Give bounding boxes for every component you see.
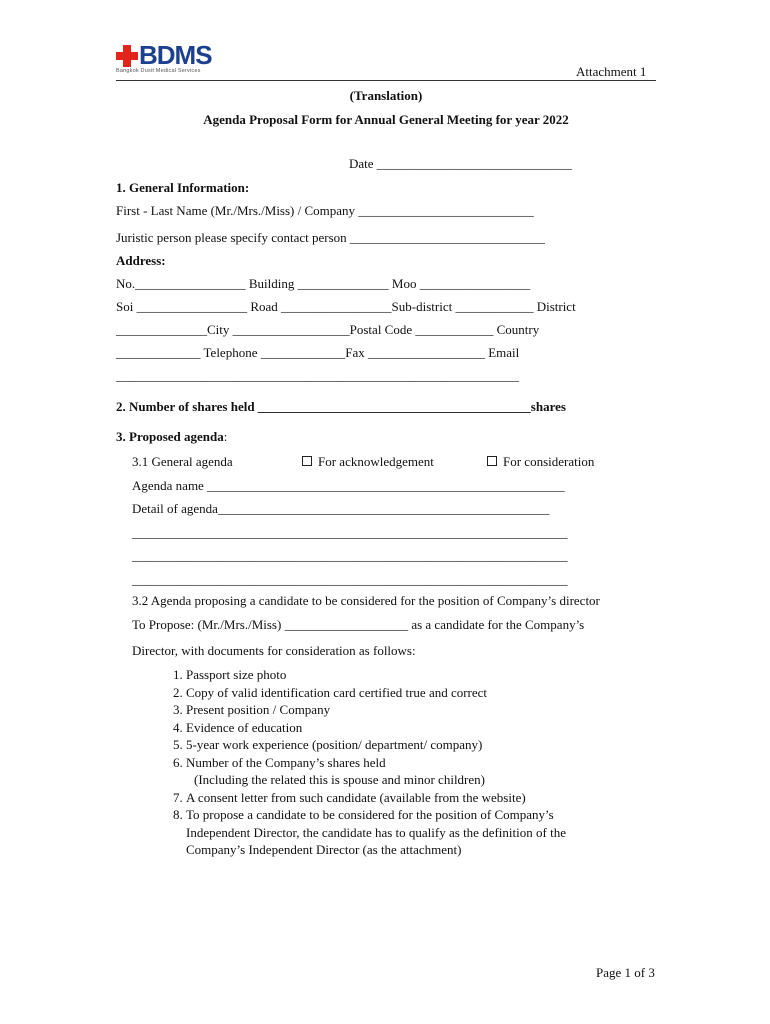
list-item: 1. Passport size photo — [186, 666, 566, 684]
shares-field[interactable]: 2. Number of shares held __________________________________________shares — [116, 399, 566, 414]
checkbox-icon[interactable] — [487, 456, 497, 466]
bdms-logo — [116, 40, 212, 75]
agenda-detail-field[interactable]: Detail of agenda___________________________________________________ — [132, 501, 550, 516]
date-field[interactable]: Date ______________________________ — [349, 156, 572, 171]
translation-label: (Translation) — [349, 88, 423, 103]
red-cross-icon — [116, 45, 138, 67]
agenda-detail-line[interactable]: ___________________________________________________________________ — [132, 572, 568, 587]
agenda-name-field[interactable]: Agenda name _______________________________________________________ — [132, 478, 565, 493]
address-line-5[interactable]: ______________________________________________________________ — [116, 368, 519, 383]
attachment-label: Attachment 1 — [576, 64, 647, 79]
acknowledgement-label: For acknowledgement — [318, 454, 434, 469]
candidate-documents-intro: Director, with documents for consideration as follows: — [132, 643, 416, 658]
consideration-option[interactable] — [487, 454, 594, 470]
documents-list — [148, 666, 566, 859]
list-item: 6. Number of the Company’s shares held (Including the related this is spouse and minor children) — [186, 754, 566, 789]
list-item: 2. Copy of valid identification card certified true and correct — [186, 684, 566, 702]
name-field[interactable]: First - Last Name (Mr./Mrs./Miss) / Company ___________________________ — [116, 203, 534, 218]
proposed-agenda-heading: 3. Proposed agenda: — [116, 429, 228, 444]
agenda-detail-line[interactable]: ___________________________________________________________________ — [132, 548, 568, 563]
address-line-4[interactable]: _____________ Telephone _____________Fax __________________ Email — [116, 345, 520, 360]
general-agenda-label: 3.1 General agenda — [132, 454, 233, 469]
list-item: 3. Present position / Company — [186, 701, 566, 719]
juristic-contact-field[interactable]: Juristic person please specify contact person ______________________________ — [116, 230, 545, 245]
candidate-name-field[interactable]: To Propose: (Mr./Mrs./Miss) ___________________ as a candidate for the Company’s — [132, 617, 585, 632]
address-line-2[interactable]: Soi _________________ Road _________________Sub-district ____________ District — [116, 299, 576, 314]
list-item: 5. 5-year work experience (position/ department/ company) — [186, 736, 566, 754]
address-label: Address: — [116, 253, 166, 268]
acknowledgement-option[interactable] — [302, 454, 434, 470]
header-divider — [116, 80, 656, 81]
form-title: Agenda Proposal Form for Annual General Meeting for year 2022 — [203, 112, 569, 127]
logo-subtext: Bangkok Dusit Medical Services — [116, 68, 201, 74]
list-item: 8. To propose a candidate to be considered for the position of Company’s Independent Director, the candidate has to qualify as the definition of the Company’s Independent Director (as the attachment) — [186, 806, 566, 859]
list-item: 4. Evidence of education — [186, 719, 566, 737]
agenda-detail-line[interactable]: ___________________________________________________________________ — [132, 525, 568, 540]
page-number: Page 1 of 3 — [596, 965, 655, 980]
address-line-1[interactable]: No._________________ Building ______________ Moo _________________ — [116, 276, 531, 291]
address-line-3[interactable]: ______________City __________________Postal Code ____________ Country — [116, 322, 540, 337]
checkbox-icon[interactable] — [302, 456, 312, 466]
candidate-heading: 3.2 Agenda proposing a candidate to be considered for the position of Company’s director — [132, 593, 600, 608]
consideration-label: For consideration — [503, 454, 595, 469]
general-info-heading: 1. General Information: — [116, 180, 250, 195]
logo-text: BDMS — [139, 40, 212, 70]
list-item: 7. A consent letter from such candidate (available from the website) — [186, 789, 566, 807]
